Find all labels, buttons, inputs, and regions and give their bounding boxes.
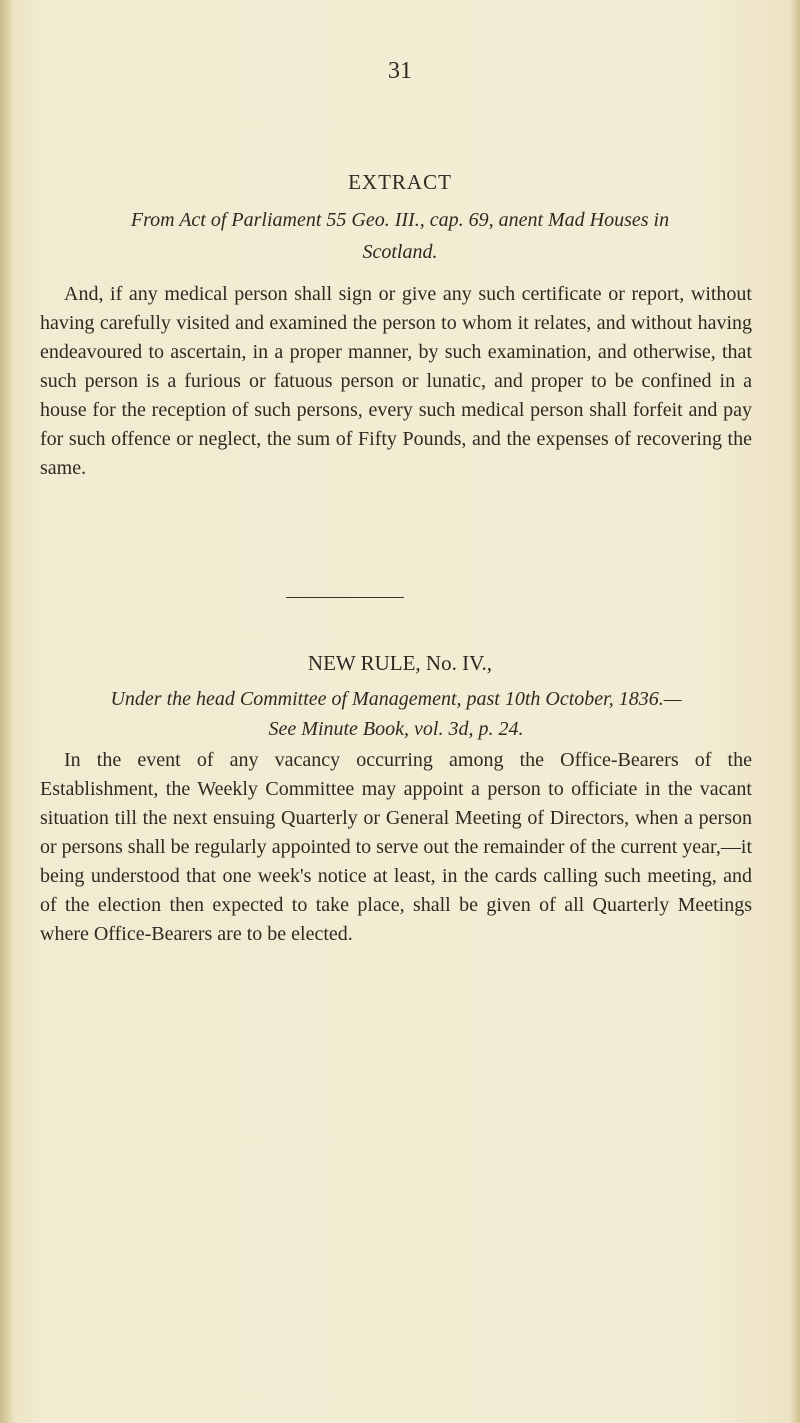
new-rule-source-line-2: See Minute Book, vol. 3d, p. 24. (268, 718, 524, 740)
page-number: 31 (388, 58, 412, 84)
new-rule-title: NEW RULE, No. IV., (307, 651, 493, 675)
extract-paragraph: And, if any medical person shall sign or give any such certificate or report, without having carefully visited and examined the person to whom it relates, and without having endeavoured to ascertain, in a proper manner, by such examination, and otherwise, that such person is a furious or fatuous person or lunatic, and proper to be confined in a house for the reception of such persons, every such medical person shall forfeit and pay for such offence or neglect, the sum of Fifty Pounds, and the expenses of recovering the same. (40, 283, 752, 479)
new-rule-paragraph: In the event of any vacancy occurring among the Office-Bearers of the Establishment, the Weekly Committee may appoint a person to officiate in the vacant situation till the next ensuing Quarterly or General Meeting of Directors, when a person or persons shall be regularly appointed to serve out the remainder of the current year,—it being understood that one week's notice at least, in the cards calling such meeting, and of the election then expected to take place, shall be given of all Quarterly Meetings where Office-Bearers are to be elected. (40, 749, 752, 945)
page-binding-edge (0, 0, 14, 1423)
extract-source-line-2: Scotland. (362, 241, 438, 263)
extract-source-line-1: From Act of Parliament 55 Geo. III., cap. 69, anent Mad Houses in (130, 209, 670, 231)
new-rule-source-line-1: Under the head Committee of Management, past 10th October, 1836.— (110, 688, 682, 710)
extract-heading: EXTRACT (348, 170, 452, 194)
page-outer-edge (790, 0, 800, 1423)
section-divider (286, 597, 404, 598)
